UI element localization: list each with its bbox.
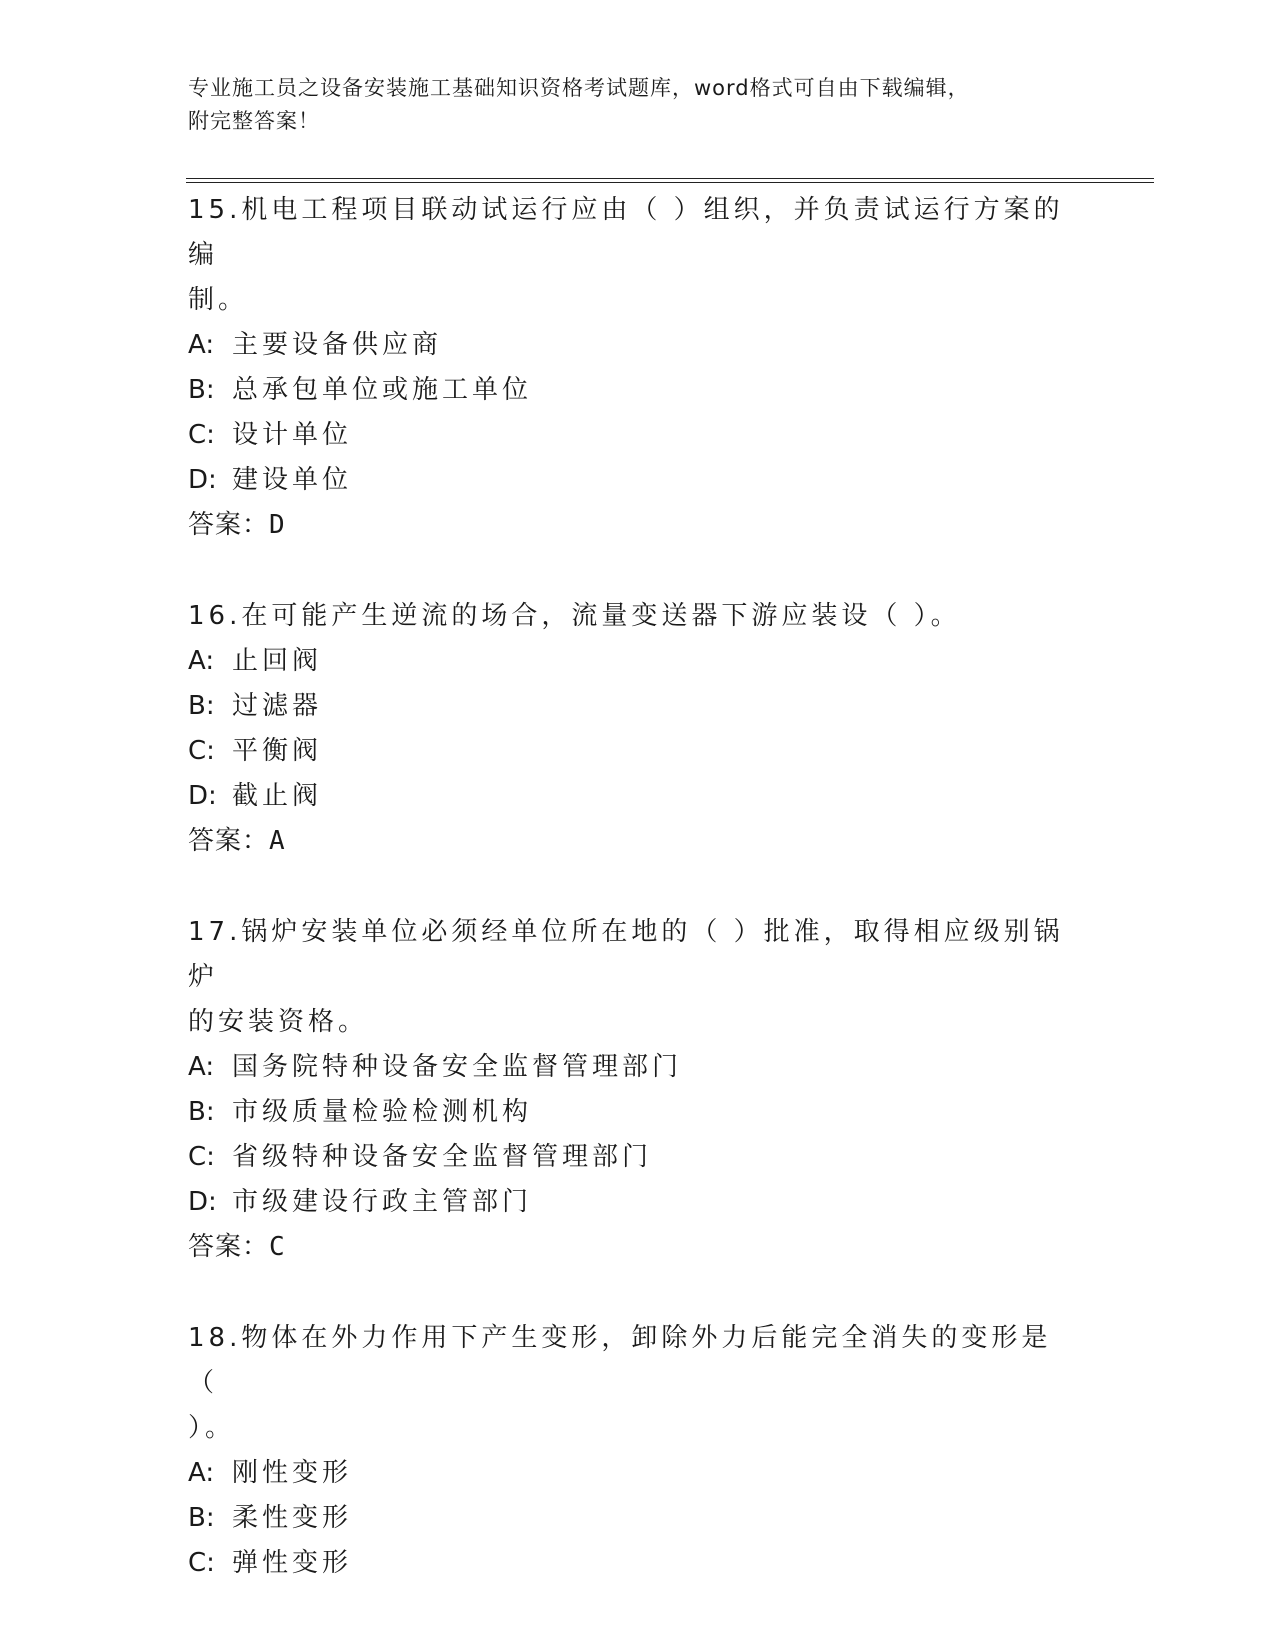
question-stem-continued: ）。 — [188, 1413, 236, 1443]
option-text: 国务院特种设备安全监督管理部门 — [232, 1052, 683, 1082]
option-c — [188, 413, 1068, 458]
question-stem: 16.在可能产生逆流的场合，流量变送器下游应装设（ ）。 — [188, 601, 961, 631]
option-letter: A: — [188, 646, 215, 676]
option-letter: D: — [188, 1187, 217, 1217]
option-d — [188, 774, 1068, 819]
option-text: 市级质量检验检测机构 — [232, 1097, 533, 1127]
option-b — [188, 1496, 1068, 1541]
option-letter: C: — [188, 420, 215, 450]
option-text: 总承包单位或施工单位 — [232, 375, 533, 405]
option-text: 省级特种设备安全监督管理部门 — [232, 1142, 653, 1172]
answer-line — [188, 503, 1068, 548]
question-stem-continued: 的安装资格。 — [188, 1007, 369, 1037]
option-b — [188, 368, 1068, 413]
option-text: 过滤器 — [232, 691, 323, 721]
question-18 — [188, 1316, 1068, 1586]
option-a — [188, 323, 1068, 368]
option-letter: C: — [188, 1142, 215, 1172]
option-letter: C: — [188, 736, 215, 766]
question-16 — [188, 594, 1068, 864]
option-a — [188, 639, 1068, 684]
answer-label: 答案： — [188, 1232, 270, 1262]
question-15 — [188, 188, 1068, 548]
header-rule-top — [186, 178, 1154, 179]
option-letter: D: — [188, 465, 217, 495]
answer-value: A — [269, 826, 286, 856]
question-list — [188, 188, 1068, 1632]
option-text: 设计单位 — [232, 420, 353, 450]
option-text: 建设单位 — [232, 465, 353, 495]
option-text: 刚性变形 — [232, 1458, 353, 1488]
header-line-1: 专业施工员之设备安装施工基础知识资格考试题库，word格式可自由下载编辑， — [188, 76, 970, 100]
answer-label: 答案： — [188, 510, 270, 540]
question-stem: 18.物体在外力作用下产生变形，卸除外力后能完全消失的变形是（ — [188, 1323, 1052, 1398]
header-line-2: 附完整答案！ — [188, 109, 320, 133]
option-text: 止回阀 — [232, 646, 323, 676]
answer-label: 答案： — [188, 826, 270, 856]
option-letter: B: — [188, 691, 215, 721]
option-c — [188, 1541, 1068, 1586]
option-letter: A: — [188, 1052, 215, 1082]
question-stem-continued: 制。 — [188, 285, 249, 315]
option-text: 市级建设行政主管部门 — [232, 1187, 533, 1217]
option-letter: C: — [188, 1548, 215, 1578]
option-letter: A: — [188, 1458, 215, 1488]
option-text: 平衡阀 — [232, 736, 323, 766]
option-d — [188, 458, 1068, 503]
option-a — [188, 1045, 1068, 1090]
option-a — [188, 1451, 1068, 1496]
option-text: 截止阀 — [232, 781, 323, 811]
question-stem: 15.机电工程项目联动试运行应由（ ）组织，并负责试运行方案的编 — [188, 195, 1064, 270]
question-stem: 17.锅炉安装单位必须经单位所在地的（ ）批准，取得相应级别锅炉 — [188, 917, 1064, 992]
option-b — [188, 684, 1068, 729]
option-c — [188, 1135, 1068, 1180]
answer-value: C — [269, 1232, 286, 1262]
header-rule-bottom — [186, 182, 1154, 183]
option-letter: B: — [188, 1097, 215, 1127]
document-header — [188, 72, 1068, 138]
option-letter: D: — [188, 781, 217, 811]
option-letter: A: — [188, 330, 215, 360]
answer-line — [188, 1225, 1068, 1270]
question-17 — [188, 910, 1068, 1270]
answer-line — [188, 819, 1068, 864]
option-b — [188, 1090, 1068, 1135]
option-d — [188, 1180, 1068, 1225]
answer-value: D — [269, 510, 286, 540]
option-text: 弹性变形 — [232, 1548, 353, 1578]
option-c — [188, 729, 1068, 774]
option-text: 主要设备供应商 — [232, 330, 443, 360]
option-letter: B: — [188, 375, 215, 405]
option-text: 柔性变形 — [232, 1503, 353, 1533]
option-letter: B: — [188, 1503, 215, 1533]
